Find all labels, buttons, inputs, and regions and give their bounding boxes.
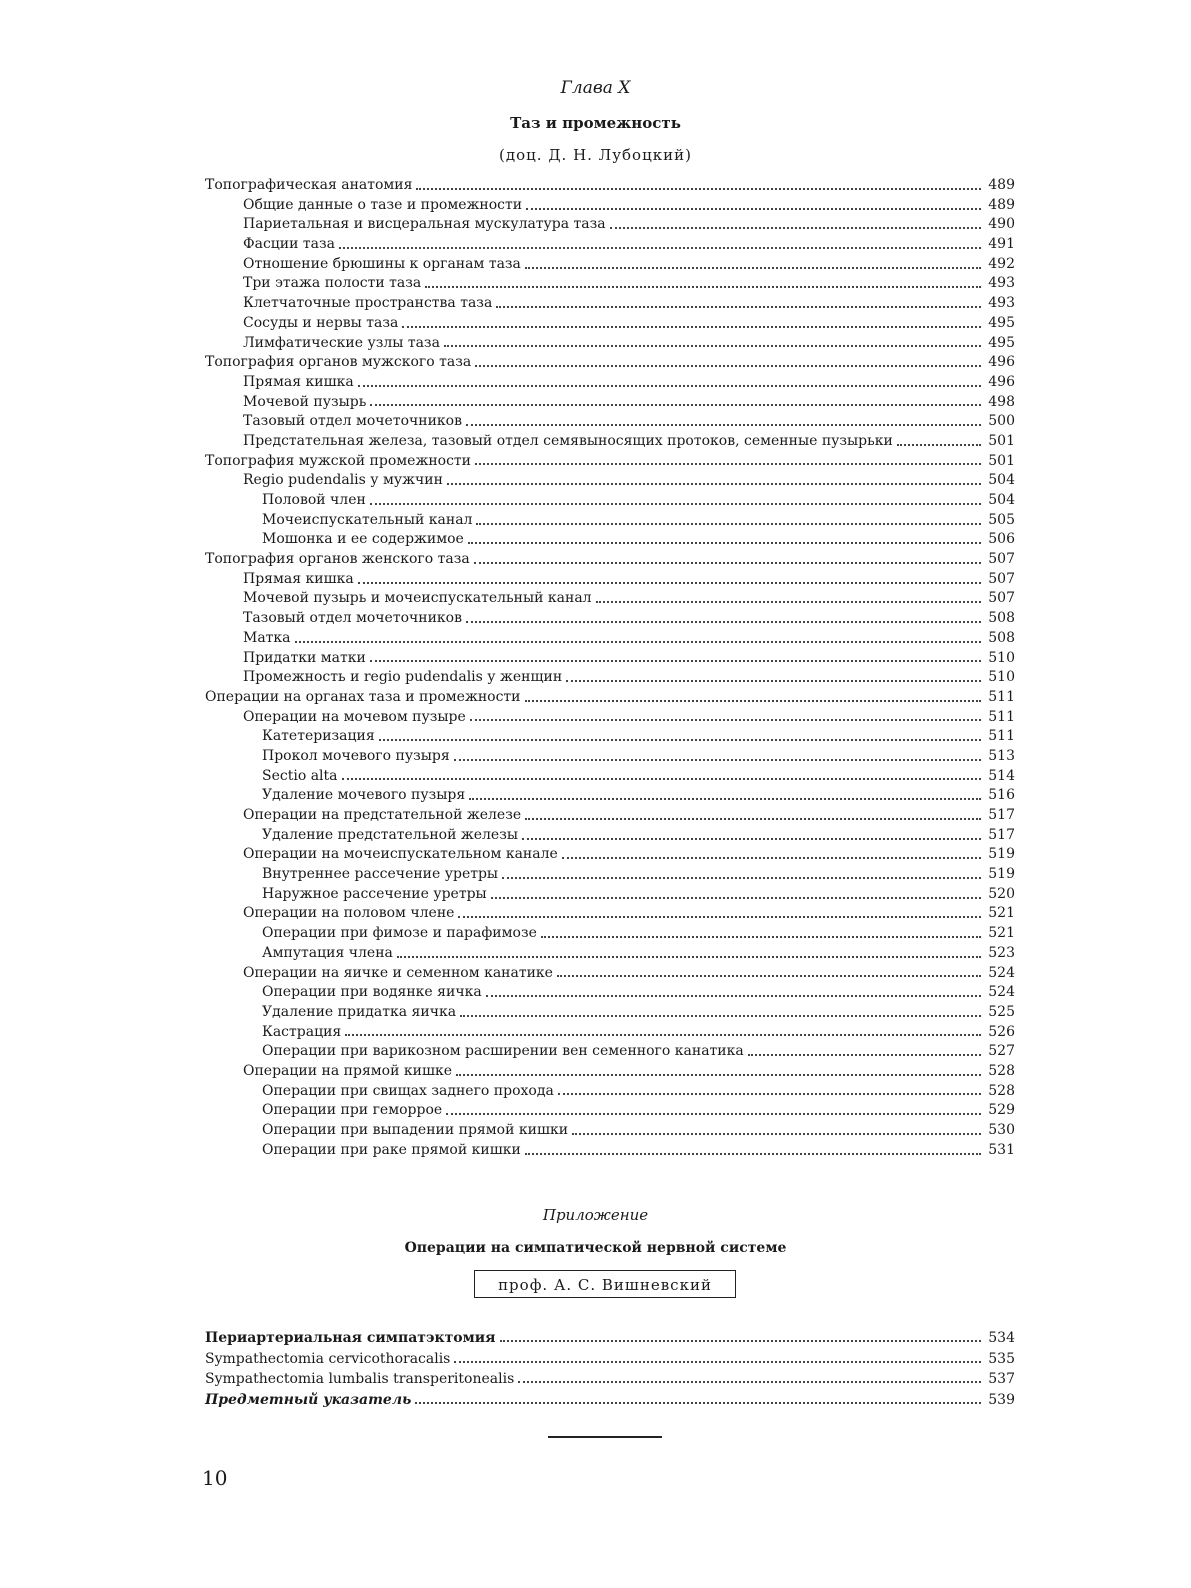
toc-entry-page: 511 xyxy=(988,688,1015,705)
toc-entry-title: Матка xyxy=(243,629,291,646)
toc-entry-title: Операции при водянке яичка xyxy=(262,984,482,1001)
toc-leader-dots xyxy=(470,719,981,721)
toc-leader-dots xyxy=(397,956,981,958)
toc-leader-dots xyxy=(566,680,981,682)
toc-entry-title: Отношение брюшины к органам таза xyxy=(243,255,521,272)
toc-entry-page: 507 xyxy=(988,590,1015,607)
toc-entry-title: Внутреннее рассечение уретры xyxy=(262,866,499,883)
toc-leader-dots xyxy=(557,975,981,977)
toc-entry xyxy=(205,294,1015,314)
toc-entry-page: 511 xyxy=(988,728,1015,745)
toc-entry-page: 496 xyxy=(988,373,1015,390)
toc-entry-page: 526 xyxy=(988,1023,1015,1040)
toc-entry xyxy=(205,964,1015,984)
page-number: 10 xyxy=(202,1466,228,1490)
toc-entry-title: Промежность и regio pudendalis у женщин xyxy=(243,669,563,686)
toc-entry-page: 529 xyxy=(988,1102,1015,1119)
toc-leader-dots xyxy=(339,247,981,249)
toc-entry-title: Операции на органах таза и промежности xyxy=(205,688,521,705)
toc-leader-dots xyxy=(474,562,981,564)
toc-entry-title: Мочеиспускательный канал xyxy=(262,511,473,528)
toc-entry-page: 492 xyxy=(988,255,1015,272)
toc-entry-title: Три этажа полости таза xyxy=(243,275,422,292)
toc-entry-title: Операции при свищах заднего прохода xyxy=(262,1082,554,1099)
toc-entry xyxy=(205,767,1015,787)
toc-entry-title: Тазовый отдел мочеточников xyxy=(243,610,462,627)
toc-leader-dots xyxy=(475,463,981,465)
toc-entry xyxy=(205,530,1015,550)
toc-entry-page: 491 xyxy=(988,236,1015,253)
toc-entry xyxy=(205,353,1015,373)
toc-entry-page: 521 xyxy=(988,925,1015,942)
toc-leader-dots xyxy=(454,759,981,761)
toc-leader-dots xyxy=(526,208,981,210)
toc-entry xyxy=(205,1101,1015,1121)
toc-leader-dots xyxy=(379,739,981,741)
toc-entry-page: 523 xyxy=(988,944,1015,961)
toc-entry-page: 495 xyxy=(988,314,1015,331)
toc-entry-title: Sympathectomia cervicothoracalis xyxy=(205,1350,451,1367)
toc-entry-title: Катетеризация xyxy=(262,728,375,745)
toc-leader-dots xyxy=(358,582,981,584)
toc-leader-dots xyxy=(454,1361,981,1363)
toc-entry-page: 525 xyxy=(988,1003,1015,1020)
toc-entry-page: 495 xyxy=(988,334,1015,351)
toc-leader-dots xyxy=(466,424,981,426)
toc-entry-title: Удаление мочевого пузыря xyxy=(262,787,466,804)
toc-leader-dots xyxy=(358,385,981,387)
toc-entry-title: Наружное рассечение уретры xyxy=(262,885,487,902)
toc-leader-dots xyxy=(425,286,981,288)
toc-entry-title: Мочевой пузырь xyxy=(243,393,367,410)
appendix-author: проф. А. С. Вишневский xyxy=(474,1270,736,1298)
toc-entry-title: Мочевой пузырь и мочеиспускательный канал xyxy=(243,590,592,607)
toc-entry xyxy=(205,708,1015,728)
toc-leader-dots xyxy=(469,798,981,800)
toc-entry-title: Предстательная железа, тазовый отдел семявыносящих протоков, семенные пузырьки xyxy=(243,432,893,449)
toc-entry xyxy=(205,747,1015,767)
toc-entry xyxy=(205,373,1015,393)
toc-entry xyxy=(205,1082,1015,1102)
toc-entry xyxy=(205,826,1015,846)
toc-entry-title: Операции при варикозном расширении вен семенного канатика xyxy=(262,1043,744,1060)
toc-entry-title: Париетальная и висцеральная мускулатура таза xyxy=(243,216,606,233)
toc-leader-dots xyxy=(444,345,981,347)
toc-leader-dots xyxy=(446,1113,981,1115)
toc-entry xyxy=(205,176,1015,196)
toc-entry xyxy=(205,1328,1015,1349)
toc-leader-dots xyxy=(370,404,981,406)
toc-entry-title: Предметный указатель xyxy=(205,1391,412,1408)
toc-leader-dots xyxy=(476,523,981,525)
toc-leader-dots xyxy=(562,857,981,859)
toc-entry xyxy=(205,668,1015,688)
appendix-label: Приложение xyxy=(542,1206,649,1224)
toc-entry xyxy=(205,1349,1015,1370)
toc-leader-dots xyxy=(458,916,981,918)
toc-entry-title: Фасции таза xyxy=(243,236,335,253)
toc-entry-page: 517 xyxy=(988,807,1015,823)
toc-entry xyxy=(205,314,1015,334)
toc-entry-page: 501 xyxy=(988,432,1015,449)
toc-leader-dots xyxy=(572,1133,981,1135)
toc-entry-title: Топография мужской промежности xyxy=(205,452,471,469)
toc-entry-title: Операции при выпадении прямой кишки xyxy=(262,1122,569,1138)
toc-leader-dots xyxy=(500,1340,982,1342)
toc-leader-dots xyxy=(491,897,981,899)
toc-entry xyxy=(205,1390,1015,1411)
toc-entry xyxy=(205,845,1015,865)
toc-entry xyxy=(205,1062,1015,1082)
toc-entry xyxy=(205,1141,1015,1161)
toc-entry-title: Прокол мочевого пузыря xyxy=(262,747,450,764)
chapter-label: Глава X xyxy=(560,78,631,98)
toc-entry-title: Топография органов женского таза xyxy=(205,551,470,568)
appendix-title: Операции на симпатической нервной системе xyxy=(404,1240,787,1256)
toc-entry-title: Операции на прямой кишке xyxy=(243,1062,453,1079)
toc-leader-dots xyxy=(525,267,981,269)
toc-entry-title: Операции на мочеиспускательном канале xyxy=(243,846,558,863)
toc-leader-dots xyxy=(596,601,981,603)
toc-entry-page: 507 xyxy=(988,551,1015,568)
chapter-title: Таз и промежность xyxy=(510,114,681,132)
toc-entry-page: 508 xyxy=(988,629,1015,646)
toc-entry xyxy=(205,904,1015,924)
toc-entry xyxy=(205,885,1015,905)
toc-entry-title: Операции на мочевом пузыре xyxy=(243,708,466,725)
toc-leader-dots xyxy=(345,1034,981,1036)
toc-entry-page: 528 xyxy=(988,1082,1015,1099)
toc-entry-page: 493 xyxy=(988,295,1015,312)
toc-entry-page: 530 xyxy=(988,1122,1015,1138)
toc-entry-page: 510 xyxy=(988,669,1015,686)
table-of-contents-appendix xyxy=(205,1328,1015,1410)
toc-leader-dots xyxy=(525,818,981,820)
toc-entry-title: Топографическая анатомия xyxy=(205,177,413,193)
toc-entry-page: 496 xyxy=(988,354,1015,371)
toc-entry xyxy=(205,550,1015,570)
toc-leader-dots xyxy=(525,1153,981,1155)
toc-entry-title: Придатки матки xyxy=(243,649,366,666)
toc-entry-page: 519 xyxy=(988,866,1015,883)
toc-entry-page: 517 xyxy=(988,826,1015,843)
toc-entry-title: Ампутация члена xyxy=(262,944,393,961)
toc-leader-dots xyxy=(897,444,981,446)
toc-leader-dots xyxy=(370,503,981,505)
toc-entry xyxy=(205,865,1015,885)
toc-entry-title: Кастрация xyxy=(262,1023,342,1040)
toc-entry xyxy=(205,944,1015,964)
toc-entry xyxy=(205,688,1015,708)
toc-leader-dots xyxy=(502,877,981,879)
toc-leader-dots xyxy=(522,838,981,840)
toc-entry xyxy=(205,334,1015,354)
toc-entry xyxy=(205,1042,1015,1062)
toc-entry-page: 519 xyxy=(988,846,1015,863)
toc-entry-page: 500 xyxy=(988,413,1015,430)
toc-entry-title: Мошонка и ее содержимое xyxy=(262,531,464,548)
toc-entry-page: 520 xyxy=(988,885,1015,902)
toc-entry-page: 521 xyxy=(988,905,1015,922)
toc-leader-dots xyxy=(416,188,981,190)
toc-entry-page: 490 xyxy=(988,216,1015,233)
toc-entry xyxy=(205,924,1015,944)
toc-entry xyxy=(205,255,1015,275)
toc-entry xyxy=(205,1121,1015,1141)
toc-leader-dots xyxy=(541,936,981,938)
toc-entry-title: Топография органов мужского таза xyxy=(205,354,472,371)
toc-entry-page: 539 xyxy=(988,1391,1015,1408)
toc-entry-title: Половой член xyxy=(262,492,366,508)
toc-entry xyxy=(205,1003,1015,1023)
toc-entry-page: 535 xyxy=(988,1350,1015,1367)
divider-rule xyxy=(548,1436,662,1438)
toc-entry-title: Операции на яичке и семенном канатике xyxy=(243,964,553,981)
toc-entry-title: Прямая кишка xyxy=(243,570,354,587)
toc-entry-page: 537 xyxy=(988,1371,1015,1387)
toc-entry-title: Сосуды и нервы таза xyxy=(243,314,399,331)
toc-entry-title: Удаление придатка яичка xyxy=(262,1003,457,1020)
toc-entry-title: Тазовый отдел мочеточников xyxy=(243,413,462,430)
toc-entry xyxy=(205,511,1015,531)
toc-leader-dots xyxy=(558,1093,981,1095)
toc-entry xyxy=(205,274,1015,294)
toc-entry-title: Операции при раке прямой кишки xyxy=(262,1141,521,1158)
toc-entry-title: Операции при геморрое xyxy=(262,1102,443,1119)
toc-entry-page: 527 xyxy=(988,1043,1015,1060)
toc-leader-dots xyxy=(748,1054,981,1056)
toc-leader-dots xyxy=(295,641,981,643)
toc-entry xyxy=(205,806,1015,826)
toc-entry-page: 505 xyxy=(988,511,1015,528)
toc-entry-page: 513 xyxy=(988,747,1015,764)
toc-entry-page: 498 xyxy=(988,393,1015,410)
toc-entry-title: Прямая кишка xyxy=(243,373,354,390)
toc-leader-dots xyxy=(468,542,981,544)
toc-entry-page: 524 xyxy=(988,964,1015,981)
toc-entry-page: 504 xyxy=(988,472,1015,489)
toc-entry-page: 508 xyxy=(988,610,1015,627)
toc-entry-title: Периартериальная симпатэктомия xyxy=(205,1330,496,1346)
toc-entry xyxy=(205,1369,1015,1390)
toc-entry-page: 516 xyxy=(988,787,1015,804)
toc-leader-dots xyxy=(415,1402,981,1404)
toc-entry-title: Операции на половом члене xyxy=(243,905,455,922)
toc-entry-page: 531 xyxy=(988,1141,1015,1158)
toc-entry xyxy=(205,589,1015,609)
toc-entry xyxy=(205,491,1015,511)
toc-leader-dots xyxy=(447,483,981,485)
toc-leader-dots xyxy=(518,1381,981,1383)
toc-entry-page: 493 xyxy=(988,275,1015,292)
toc-leader-dots xyxy=(342,778,982,780)
toc-entry-page: 528 xyxy=(988,1062,1015,1079)
toc-entry-page: 514 xyxy=(988,767,1015,784)
toc-entry xyxy=(205,393,1015,413)
toc-entry-title: Удаление предстательной железы xyxy=(262,826,518,843)
toc-entry xyxy=(205,412,1015,432)
toc-entry xyxy=(205,983,1015,1003)
toc-entry xyxy=(205,570,1015,590)
toc-entry-title: Sympathectomia lumbalis transperitonealis xyxy=(205,1371,515,1387)
toc-leader-dots xyxy=(496,306,981,308)
toc-entry-page: 501 xyxy=(988,452,1015,469)
table-of-contents-chapter xyxy=(205,176,1015,1160)
toc-entry-title: Sectio alta xyxy=(262,767,338,784)
toc-entry xyxy=(205,786,1015,806)
toc-entry xyxy=(205,235,1015,255)
toc-leader-dots xyxy=(460,1015,981,1017)
toc-leader-dots xyxy=(475,365,981,367)
toc-leader-dots xyxy=(466,621,981,623)
toc-entry-title: Лимфатические узлы таза xyxy=(243,334,440,351)
toc-entry xyxy=(205,452,1015,472)
toc-leader-dots xyxy=(525,700,982,702)
toc-entry-page: 534 xyxy=(988,1330,1015,1346)
toc-leader-dots xyxy=(370,660,981,662)
toc-entry-page: 510 xyxy=(988,649,1015,666)
toc-entry xyxy=(205,629,1015,649)
toc-entry xyxy=(205,196,1015,216)
toc-entry xyxy=(205,471,1015,491)
toc-entry-title: Клетчаточные пространства таза xyxy=(243,295,493,312)
toc-leader-dots xyxy=(486,995,981,997)
toc-entry-title: Операции при фимозе и парафимозе xyxy=(262,925,537,942)
toc-entry-title: Операции на предстательной железе xyxy=(243,807,522,823)
toc-entry-page: 489 xyxy=(988,196,1015,213)
toc-entry-page: 507 xyxy=(988,570,1015,587)
toc-entry-page: 504 xyxy=(988,492,1015,508)
toc-entry xyxy=(205,649,1015,669)
toc-entry xyxy=(205,609,1015,629)
toc-leader-dots xyxy=(610,227,981,229)
toc-leader-dots xyxy=(402,326,981,328)
toc-entry-page: 524 xyxy=(988,984,1015,1001)
chapter-author: (доц. Д. Н. Лубоцкий) xyxy=(499,146,692,164)
toc-entry-page: 489 xyxy=(988,177,1015,193)
toc-leader-dots xyxy=(456,1074,981,1076)
toc-entry-page: 511 xyxy=(988,708,1015,725)
toc-entry xyxy=(205,1023,1015,1043)
toc-entry xyxy=(205,215,1015,235)
toc-entry xyxy=(205,432,1015,452)
toc-entry-title: Regio pudendalis у мужчин xyxy=(243,472,443,489)
toc-entry xyxy=(205,727,1015,747)
toc-entry-title: Общие данные о тазе и промежности xyxy=(243,196,523,213)
toc-entry-page: 506 xyxy=(988,531,1015,548)
